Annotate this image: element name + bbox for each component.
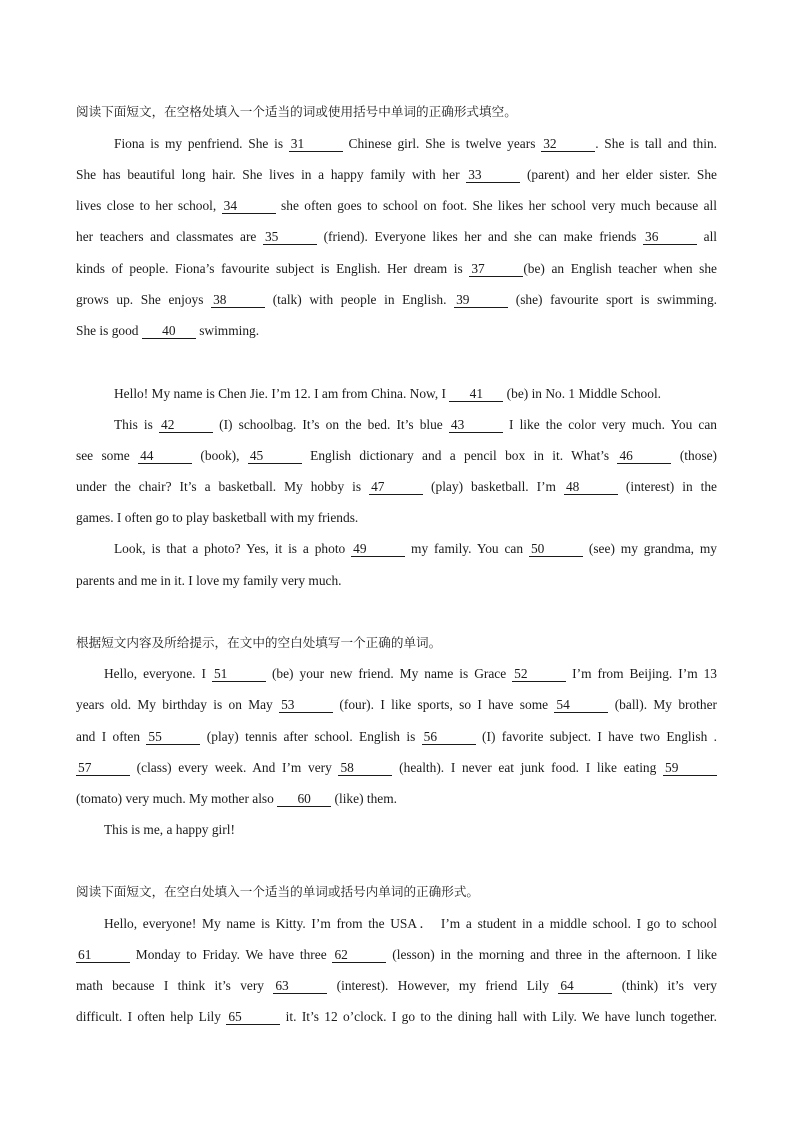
passage-text: (talk) with people in English. — [265, 292, 455, 307]
passage-text: This is me, a happy girl! — [104, 822, 235, 837]
passage-line — [76, 479, 717, 495]
answer-blank-39[interactable]: 39 — [454, 293, 508, 308]
passage-text: (be) your new friend. My name is Grace — [265, 666, 513, 681]
answer-blank-53[interactable]: 53 — [279, 698, 333, 713]
answer-blank-45[interactable]: 45 — [248, 449, 302, 464]
answer-blank-47[interactable]: 47 — [369, 480, 423, 495]
answer-blank-37[interactable]: 37 — [469, 262, 523, 277]
passage-text: games. I often go to play basketball with my friends. — [76, 510, 359, 525]
passage-text: Look, is that a photo? Yes, it is a photo — [114, 541, 352, 556]
passage-line — [76, 167, 717, 183]
passage-line — [76, 448, 717, 464]
passage-text: (see) my grandma, my — [582, 541, 718, 556]
passage-line — [76, 729, 717, 745]
answer-blank-58[interactable]: 58 — [338, 761, 392, 776]
passage-line — [114, 136, 717, 152]
passage-text: grows up. She enjoys — [76, 292, 212, 307]
passage-text: it. It’s 12 o’clock. I go to the dining hall with Lily. We have lunch together. — [280, 1009, 717, 1024]
passage-text: lives close to her school, — [76, 198, 222, 213]
passage-line — [76, 229, 717, 245]
passage-line — [76, 947, 717, 963]
answer-blank-48[interactable]: 48 — [564, 480, 618, 495]
passage-text: years old. My birthday is on May — [76, 697, 280, 712]
passage-text: and I often — [76, 729, 147, 744]
passage-text: Hello! My name is Chen Jie. I’m 12. I am from China. Now, I — [114, 386, 450, 401]
passage-text: She has beautiful long hair. She lives in a happy family with her — [76, 167, 467, 182]
passage-text: kinds of people. Fiona’s favourite subject is English. Her dream is — [76, 261, 470, 276]
passage-text: difficult. I often help Lily — [76, 1009, 227, 1024]
answer-blank-31[interactable]: 31 — [289, 137, 343, 152]
answer-blank-34[interactable]: 34 — [222, 199, 276, 214]
passage-text: (interest) in the — [617, 479, 717, 494]
answer-blank-43[interactable]: 43 — [449, 418, 503, 433]
answer-blank-41[interactable]: 41 — [449, 387, 503, 402]
answer-blank-32[interactable]: 32 — [541, 137, 595, 152]
passage-text: This is — [114, 417, 159, 432]
passage-text: Hello, everyone! My name is Kitty. I’m from the USA． I’m a student in a middle school. I go to school — [104, 916, 717, 931]
answer-blank-57[interactable]: 57 — [76, 761, 130, 776]
passage-text: Chinese girl. She is twelve years — [342, 136, 542, 151]
passage-line — [76, 697, 717, 713]
passage-text: (health). I never eat junk food. I like eating — [392, 760, 663, 775]
instruction-3: 阅读下面短文，在空白处填入一个适当的单词或括号内单词的正确形式。 — [76, 884, 479, 899]
answer-blank-35[interactable]: 35 — [263, 230, 317, 245]
passage-text: (play) basketball. I’m — [423, 479, 564, 494]
answer-blank-65[interactable]: 65 — [226, 1010, 280, 1025]
answer-blank-50[interactable]: 50 — [529, 542, 583, 557]
passage-text: (like) them. — [331, 791, 398, 806]
answer-blank-62[interactable]: 62 — [332, 948, 386, 963]
passage-text: (be) an English teacher when she — [523, 261, 717, 276]
answer-blank-46[interactable]: 46 — [617, 449, 671, 464]
answer-blank-60[interactable]: 60 — [277, 792, 331, 807]
answer-blank-40[interactable]: 40 — [142, 324, 196, 339]
passage-text: (those) — [671, 448, 717, 463]
answer-blank-38[interactable]: 38 — [211, 293, 265, 308]
passage-line — [104, 822, 235, 838]
answer-blank-44[interactable]: 44 — [138, 449, 192, 464]
answer-blank-64[interactable]: 64 — [558, 979, 612, 994]
passage-text: Hello, everyone. I — [104, 666, 212, 681]
passage-line — [104, 666, 717, 682]
answer-blank-59[interactable]: 59 — [663, 761, 717, 776]
passage-line — [76, 760, 717, 776]
passage-line — [76, 261, 717, 277]
passage-text: Fiona is my penfriend. She is — [114, 136, 289, 151]
answer-blank-55[interactable]: 55 — [146, 730, 200, 745]
answer-blank-33[interactable]: 33 — [466, 168, 520, 183]
passage-text: all — [697, 229, 718, 244]
passage-text: parents and me in it. I love my family very much. — [76, 573, 342, 588]
passage-line — [76, 198, 717, 214]
passage-line — [76, 1009, 717, 1025]
answer-blank-61[interactable]: 61 — [76, 948, 130, 963]
answer-blank-56[interactable]: 56 — [422, 730, 476, 745]
passage-text: (friend). Everyone likes her and she can make friends — [316, 229, 644, 244]
passage-text: her teachers and classmates are — [76, 229, 263, 244]
passage-text: math because I think it’s very — [76, 978, 274, 993]
passage-text: Monday to Friday. We have three — [130, 947, 333, 962]
answer-blank-63[interactable]: 63 — [273, 979, 327, 994]
passage-text: I’m from Beijing. I’m 13 — [566, 666, 717, 681]
passage-text: (play) tennis after school. English is — [200, 729, 422, 744]
passage-text: . She is tall and thin. — [595, 136, 717, 151]
passage-text: my family. You can — [405, 541, 529, 556]
passage-text: (think) it’s very — [612, 978, 717, 993]
passage-line — [114, 386, 661, 402]
passage-line — [76, 510, 358, 526]
passage-text: (be) in No. 1 Middle School. — [503, 386, 662, 401]
answer-blank-42[interactable]: 42 — [159, 418, 213, 433]
passage-text: (lesson) in the morning and three in the afternoon. I like — [386, 947, 717, 962]
passage-text: (I) favorite subject. I have two English . — [475, 729, 717, 744]
answer-blank-52[interactable]: 52 — [512, 667, 566, 682]
passage-text: (she) favourite sport is swimming. — [508, 292, 717, 307]
instruction-2: 根据短文内容及所给提示，在文中的空白处填写一个正确的单词。 — [76, 635, 442, 650]
passage-text: (ball). My brother — [608, 697, 717, 712]
passage-line — [76, 292, 717, 308]
passage-text: (I) schoolbag. It’s on the bed. It’s blue — [213, 417, 449, 432]
passage-line — [104, 916, 717, 932]
passage-text: swimming. — [195, 323, 260, 338]
answer-blank-51[interactable]: 51 — [212, 667, 266, 682]
passage-text: (class) every week. And I’m very — [130, 760, 339, 775]
passage-line — [114, 541, 717, 557]
answer-blank-36[interactable]: 36 — [643, 230, 697, 245]
passage-text: English dictionary and a pencil box in it. What’s — [301, 448, 618, 463]
passage-text: (book), — [192, 448, 248, 463]
passage-text: see some — [76, 448, 139, 463]
passage-text: (tomato) very much. My mother also — [76, 791, 278, 806]
passage-text: (interest). However, my friend Lily — [327, 978, 559, 993]
passage-line — [76, 323, 259, 339]
passage-line — [76, 573, 342, 589]
passage-text: (four). I like sports, so I have some — [333, 697, 555, 712]
instruction-1: 阅读下面短文，在空格处填入一个适当的词或使用括号中单词的正确形式填空。 — [76, 104, 517, 119]
passage-text: she often goes to school on foot. She likes her school very much because all — [275, 198, 717, 213]
passage-text: She is good — [76, 323, 142, 338]
passage-text: under the chair? It’s a basketball. My hobby is — [76, 479, 370, 494]
passage-line — [76, 791, 397, 807]
passage-line — [76, 978, 717, 994]
passage-text: I like the color very much. You can — [502, 417, 717, 432]
passage-text: (parent) and her elder sister. She — [520, 167, 717, 182]
passage-line — [114, 417, 717, 433]
answer-blank-54[interactable]: 54 — [554, 698, 608, 713]
answer-blank-49[interactable]: 49 — [351, 542, 405, 557]
